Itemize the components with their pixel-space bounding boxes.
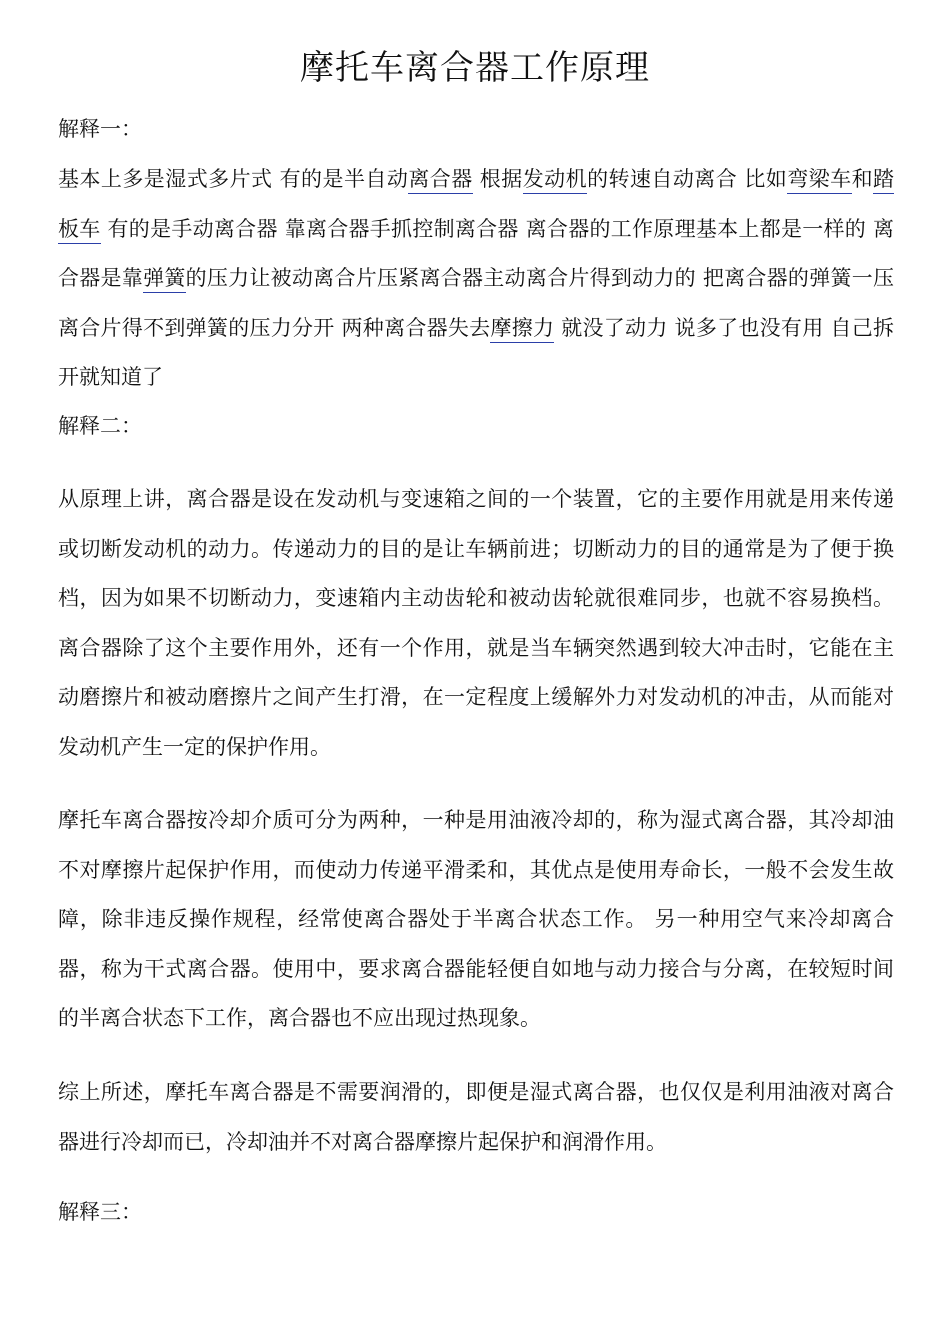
- explanation-2-paragraph-1: 从原理上讲，离合器是设在发动机与变速箱之间的一个装置，它的主要作用就是用来传递或切断发动机的动力。传递动力的目的是让车辆前进；切断动力的目的通常是为了便于换档，因为如果不切断动力，变速箱内主动齿轮和被动齿轮就很难同步，也就不容易换档。离合器除了这个主要作用外，还有一个作用，就是当车辆突然遇到较大冲击时，它能在主动磨擦片和被动磨擦片之间产生打滑，在一定程度上缓解外力对发动机的冲击，从而能对发动机产生一定的保护作用。: [58, 487, 894, 759]
- text-segment: 的转速自动离合 比如: [587, 167, 788, 191]
- explanation-1-heading: 解释一：: [58, 117, 142, 141]
- text-segment: 的压力让被动离合片压紧离合器主动离合片得到动力的 把离合器的弹簧一压 离合片得不到弹簧的压力分开 两种离合器失去: [58, 266, 894, 340]
- text-segment: 根据: [472, 167, 523, 191]
- explanation-3-heading: 解释三：: [58, 1200, 142, 1224]
- explanation-2-heading: 解释二：: [58, 414, 142, 438]
- text-segment: 基本上多是湿式多片式 有的是半自动: [58, 167, 409, 191]
- explanation-1-paragraph: [58, 155, 894, 403]
- text-segment: 有的是手动离合器 靠离合器手抓控制离合器 离合器的工作原理基本上都是一样的 离合器是靠: [58, 216, 895, 290]
- link-friction[interactable]: 摩擦力: [490, 316, 554, 343]
- explanation-2-paragraph-2: 摩托车离合器按冷却介质可分为两种，一种是用油液冷却的，称为湿式离合器，其冷却油不对摩擦片起保护作用，而使动力传递平滑柔和，其优点是使用寿命长，一般不会发生故障，除非违反操作规程，经常使离合器处于半离合状态工作。 另一种用空气来冷却离合器，称为干式离合器。使用中，要求离合器能轻便自如地与动力接合与分离，在较短时间的半离合状态下工作，离合器也不应出现过热现象。: [58, 808, 894, 1030]
- link-scooter[interactable]: 踏板车: [58, 167, 894, 244]
- explanation-2-paragraph-3: 综上所述，摩托车离合器是不需要润滑的，即便是湿式离合器，也仅仅是利用油液对离合器进行冷却而已，冷却油并不对离合器摩擦片起保护和润滑作用。: [58, 1080, 894, 1154]
- link-spring[interactable]: 弹簧: [143, 266, 186, 293]
- link-clutch[interactable]: 离合器: [408, 167, 472, 194]
- text-segment: 就没了动力 说多了也没有用 自己拆开就知道了: [58, 315, 894, 389]
- link-engine[interactable]: 发动机: [523, 167, 587, 194]
- page-title: 摩托车离合器工作原理: [300, 48, 650, 88]
- text-segment: 和: [851, 167, 874, 191]
- link-underbone-bike[interactable]: 弯梁车: [787, 167, 851, 194]
